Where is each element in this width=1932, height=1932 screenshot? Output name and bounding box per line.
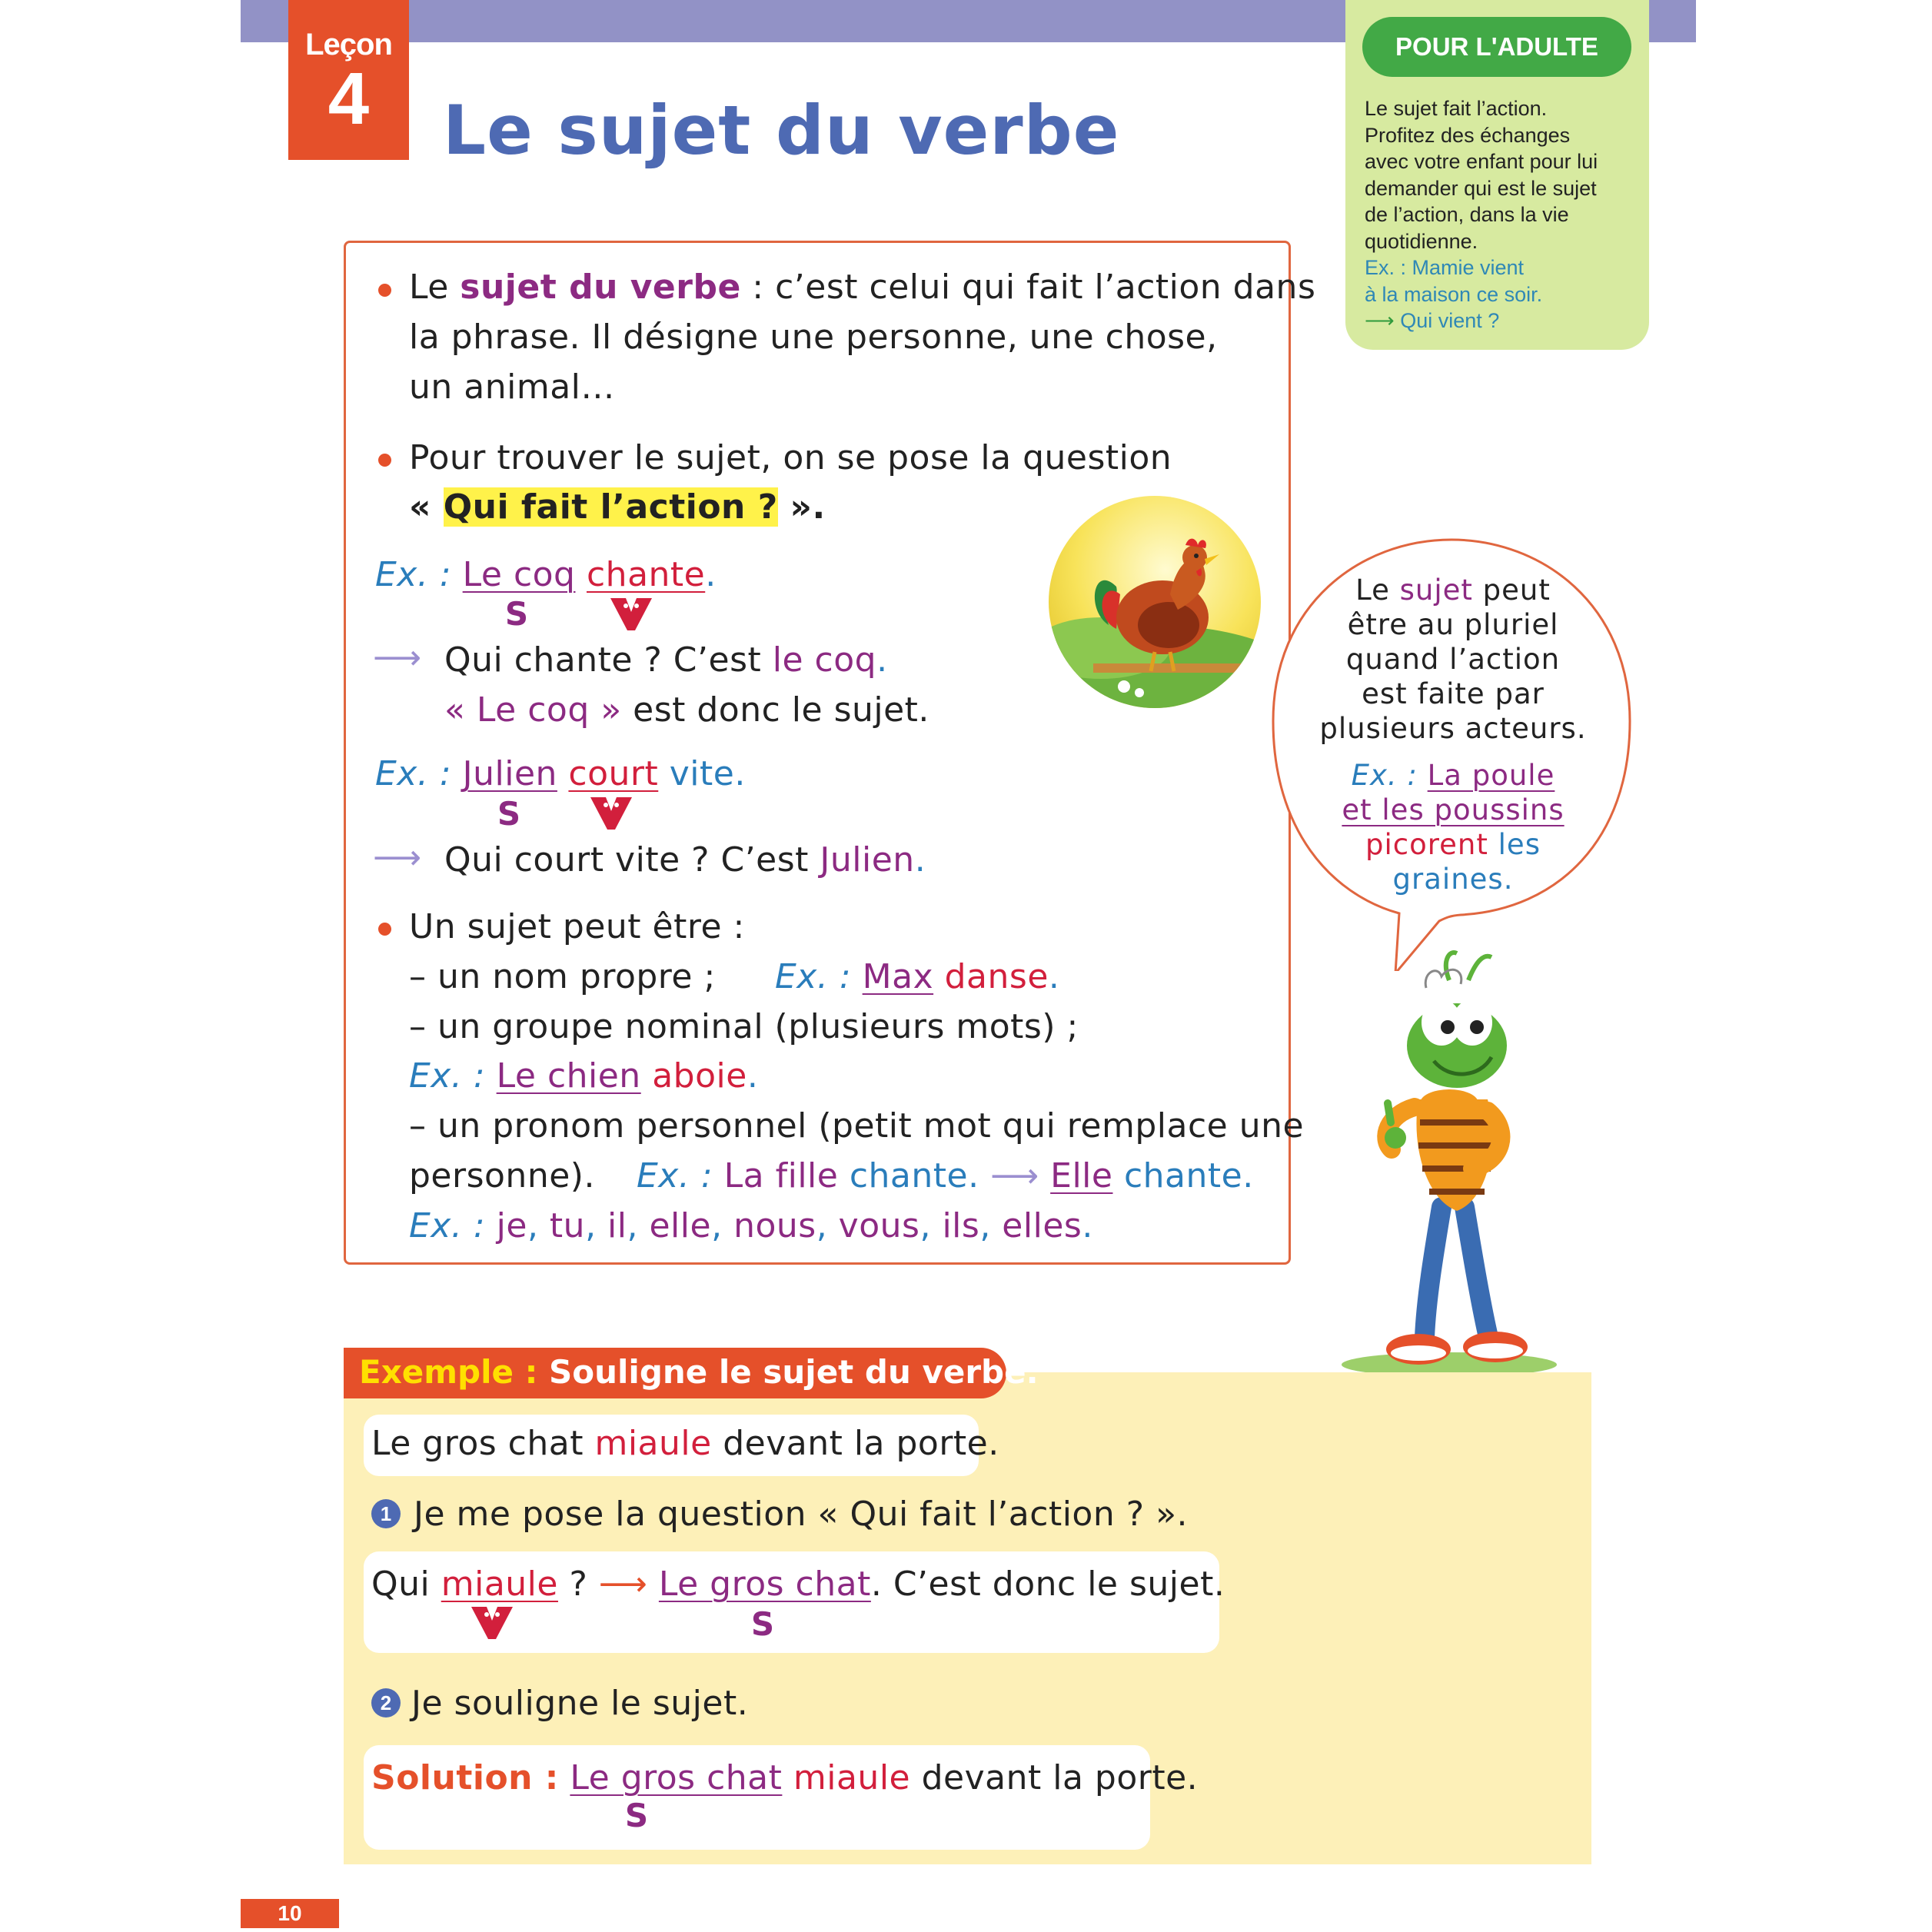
verb: miaule xyxy=(441,1565,558,1604)
verb: miaule xyxy=(782,1758,911,1797)
solution-line: Solution : Le gros chat miaule devant la porte. xyxy=(371,1758,1199,1797)
subject-s-icon xyxy=(747,1608,778,1641)
example-2-question: Qui court vite ? C’est Julien. xyxy=(444,840,926,880)
arrow-icon: ⟶ xyxy=(1365,309,1395,332)
subject: Le gros chat xyxy=(658,1565,871,1604)
adult-example-line: à la maison ce soir. xyxy=(1365,282,1543,306)
adult-note-text xyxy=(1365,95,1634,334)
bullet-icon xyxy=(378,923,391,936)
adult-question-line xyxy=(1365,308,1634,334)
rule-line: Un sujet peut être : xyxy=(409,907,745,946)
rule-line: Pour trouver le sujet, on se pose la question xyxy=(409,438,1172,477)
adult-line: demander qui est le sujet xyxy=(1365,176,1597,200)
adult-line: avec votre enfant pour lui xyxy=(1365,150,1598,173)
exercise-sentence: Le gros chat miaule devant la porte. xyxy=(371,1424,999,1463)
example-1-question: Qui chante ? C’est le coq. xyxy=(444,640,888,680)
verb: danse xyxy=(944,957,1049,996)
rule-line: – un pronom personnel (petit mot qui remplace une xyxy=(409,1106,1305,1146)
verb-v-icon xyxy=(609,597,653,632)
bullet-icon xyxy=(378,454,391,467)
verb-v-icon xyxy=(589,796,633,831)
exercise-question: Qui miaule ? ⟶ Le gros chat. C’est donc le sujet. xyxy=(371,1565,1225,1604)
step-2-text: Je souligne le sujet. xyxy=(411,1684,749,1723)
verb: chante xyxy=(586,555,706,594)
subject: Elle xyxy=(1050,1156,1113,1195)
rule-line: – un groupe nominal (plusieurs mots) ; xyxy=(409,1007,1079,1046)
svg-text:S: S xyxy=(750,1608,775,1641)
subject: Max xyxy=(862,957,934,996)
example-pronoun: Ex. : La fille chante. ⟶ Elle chante. xyxy=(637,1156,1254,1195)
arrow-icon: ⟶ xyxy=(598,1565,648,1604)
adult-line: quotidienne. xyxy=(1365,229,1478,253)
adult-question: Qui vient ? xyxy=(1400,309,1500,332)
step-1-text: Je me pose la question « Qui fait l’action ? ». xyxy=(414,1495,1188,1534)
key-term: sujet du verbe xyxy=(460,268,741,307)
rule-line: un animal… xyxy=(409,367,615,407)
verb-v-icon xyxy=(470,1605,514,1641)
subject: Le gros chat xyxy=(570,1758,783,1797)
verb: aboie xyxy=(652,1056,747,1096)
rule-line: – un nom propre ; xyxy=(409,957,716,996)
page-number: 10 xyxy=(241,1899,339,1928)
adult-line: Profitez des échanges xyxy=(1365,123,1571,147)
subject: Le coq xyxy=(462,555,576,594)
subject: Julien xyxy=(462,754,557,793)
page-title: Le sujet du verbe xyxy=(443,91,1120,170)
lesson-tab xyxy=(288,0,409,160)
adult-line: de l’action, dans la vie xyxy=(1365,203,1569,226)
subject-s-icon xyxy=(494,797,524,831)
example-2: Ex. : Julien court vite. xyxy=(375,754,746,793)
arrow-icon: ⟶ xyxy=(990,1156,1039,1195)
subject-s-icon xyxy=(621,1799,652,1833)
subject: Le chien xyxy=(496,1056,641,1096)
highlighted-question: Qui fait l’action ? xyxy=(443,487,778,527)
arrow-icon: ⟶ xyxy=(373,838,422,877)
arrow-icon: ⟶ xyxy=(373,638,422,677)
example-proper-noun: Ex. : Max danse. xyxy=(775,957,1060,996)
verb: court xyxy=(568,754,659,793)
rule-line: personne). xyxy=(409,1156,595,1195)
adult-note-title: POUR L'ADULTE xyxy=(1362,17,1631,77)
rule-question: « Qui fait l’action ? ». xyxy=(409,487,826,527)
rooster-illustration xyxy=(1047,494,1262,710)
bubble-text: Le sujet peut être au pluriel quand l’action est faite par plusieurs acteurs. Ex. : La poule et les poussins picorent les graines. xyxy=(1319,574,1587,896)
rule-line: la phrase. Il désigne une personne, une chose, xyxy=(409,318,1218,357)
subject-s-icon xyxy=(501,597,532,631)
lesson-label: Leçon xyxy=(305,28,392,62)
svg-text:S: S xyxy=(624,1799,649,1833)
bullet-icon xyxy=(378,284,391,297)
example-1: Ex. : Le coq chante. xyxy=(375,555,717,594)
rule-line: Le sujet du verbe : c’est celui qui fait l’action dans xyxy=(409,268,1316,307)
pronoun-list: Ex. : je, tu, il, elle, nous, vous, ils, elles. xyxy=(409,1206,1093,1245)
adult-line: Le sujet fait l’action. xyxy=(1365,97,1548,120)
svg-text:S: S xyxy=(497,797,521,831)
svg-text:S: S xyxy=(504,597,529,631)
step-1-number: 1 xyxy=(371,1499,401,1528)
grasshopper-mascot xyxy=(1334,946,1565,1376)
step-2-number: 2 xyxy=(371,1688,401,1718)
adult-example-line: Ex. : Mamie vient xyxy=(1365,256,1525,279)
exercise-header-text: Exemple : Souligne le sujet du verbe. xyxy=(359,1353,1039,1391)
lesson-number: 4 xyxy=(328,58,370,140)
example-1-conclusion: « Le coq » est donc le sujet. xyxy=(444,690,929,730)
example-noun-group: Ex. : Le chien aboie. xyxy=(409,1056,759,1096)
